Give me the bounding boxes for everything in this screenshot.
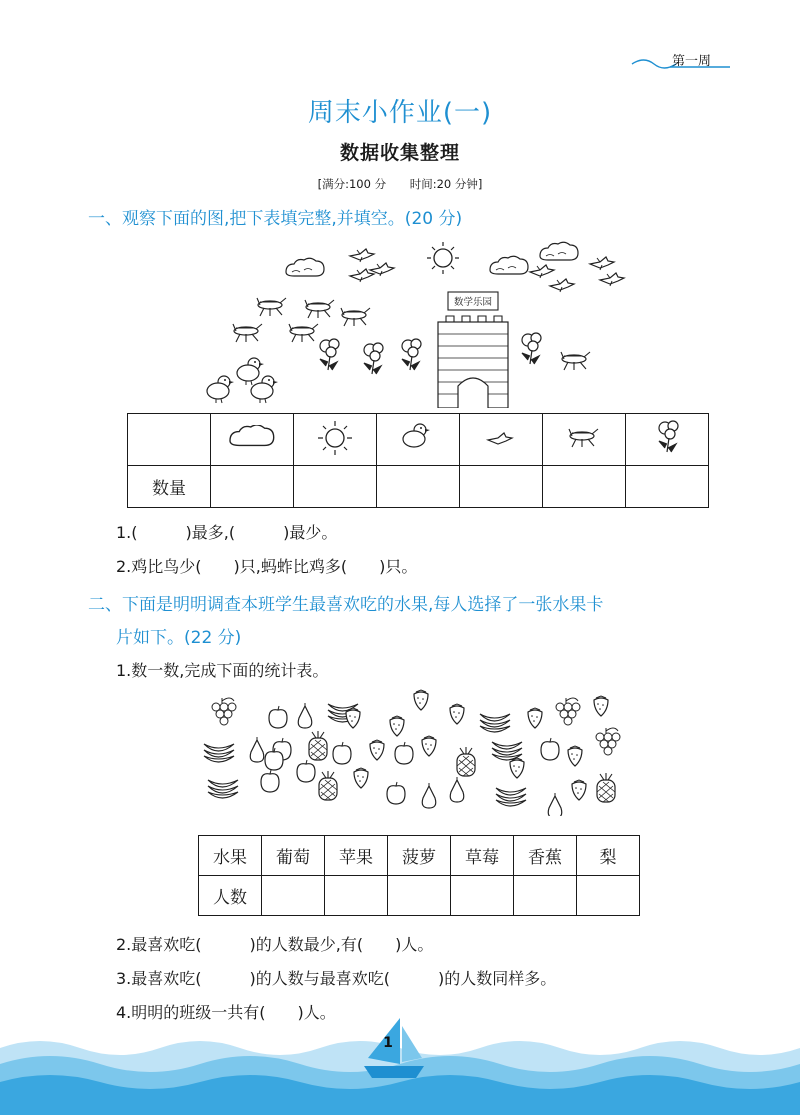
section1-heading: 一、观察下面的图,把下表填完整,并填空。(20 分) bbox=[88, 209, 463, 229]
count-cell-flower[interactable] bbox=[626, 466, 709, 508]
people-cell-strawberry[interactable] bbox=[451, 876, 514, 916]
people-cell-banana[interactable] bbox=[514, 876, 577, 916]
footer-wave-decoration bbox=[0, 1010, 800, 1115]
time-limit: 时间:20 分钟] bbox=[409, 177, 483, 191]
blank-corner-cell bbox=[128, 414, 211, 466]
castle-sign-text: 数学乐园 bbox=[453, 297, 493, 308]
count-row-label: 数量 bbox=[128, 466, 211, 508]
week-label: 第一周 bbox=[672, 54, 712, 69]
score-time-info bbox=[0, 176, 800, 192]
table-header-flower bbox=[626, 414, 709, 466]
fruit-cards-illustration bbox=[200, 688, 640, 816]
fruit-header-label: 水果 bbox=[199, 836, 262, 876]
table-header-bird bbox=[460, 414, 543, 466]
count-cell-cloud[interactable] bbox=[211, 466, 294, 508]
fruit-header-grape: 葡萄 bbox=[262, 836, 325, 876]
people-cell-apple[interactable] bbox=[325, 876, 388, 916]
section2-question1: 1.数一数,完成下面的统计表。 bbox=[116, 661, 329, 680]
table-header-sun bbox=[294, 414, 377, 466]
sun-icon bbox=[427, 242, 459, 274]
people-cell-pear[interactable] bbox=[577, 876, 640, 916]
section2-heading-line1: 二、下面是明明调查本班学生最喜欢吃的水果,每人选择了一张水果卡 bbox=[88, 595, 604, 615]
people-cell-pineapple[interactable] bbox=[388, 876, 451, 916]
count-cell-bird[interactable] bbox=[460, 466, 543, 508]
table-header-grasshopper bbox=[543, 414, 626, 466]
people-cell-grape[interactable] bbox=[262, 876, 325, 916]
section1-question2: 2.鸡比鸟少( )只,蚂蚱比鸡多( )只。 bbox=[116, 557, 418, 576]
fruit-statistics-table bbox=[198, 835, 640, 916]
section1-count-table bbox=[127, 413, 709, 508]
full-score: [满分:100 分 bbox=[317, 177, 387, 191]
count-cell-grasshopper[interactable] bbox=[543, 466, 626, 508]
page-number: 1 bbox=[383, 1035, 393, 1051]
flower-icon bbox=[649, 418, 685, 458]
table-header-chick bbox=[377, 414, 460, 466]
fruit-header-apple: 苹果 bbox=[325, 836, 388, 876]
section1-question1: 1.( )最多,( )最少。 bbox=[116, 523, 338, 542]
fruit-header-strawberry: 草莓 bbox=[451, 836, 514, 876]
table-header-cloud bbox=[211, 414, 294, 466]
people-row-label: 人数 bbox=[199, 876, 262, 916]
grasshopper-icon bbox=[562, 423, 606, 453]
count-cell-chick[interactable] bbox=[377, 466, 460, 508]
section2-question2: 2.最喜欢吃( )的人数最少,有( )人。 bbox=[116, 935, 434, 954]
section2-heading-line2: 片如下。(22 分) bbox=[116, 628, 242, 648]
page-title: 周末小作业(一) bbox=[307, 98, 493, 128]
section2-question3: 3.最喜欢吃( )的人数与最喜欢吃( )的人数同样多。 bbox=[116, 969, 557, 988]
sun-icon bbox=[315, 418, 355, 458]
section2-question4: 4.明明的班级一共有( )人。 bbox=[116, 1003, 336, 1022]
cloud-icon bbox=[226, 425, 278, 451]
bird-icon bbox=[484, 428, 518, 448]
fruit-header-pineapple: 菠萝 bbox=[388, 836, 451, 876]
count-cell-sun[interactable] bbox=[294, 466, 377, 508]
fruit-header-banana: 香蕉 bbox=[514, 836, 577, 876]
section1-scene-illustration bbox=[200, 236, 650, 408]
fruit-header-pear: 梨 bbox=[577, 836, 640, 876]
chick-icon bbox=[398, 420, 438, 456]
page-subtitle: 数据收集整理 bbox=[339, 142, 460, 164]
